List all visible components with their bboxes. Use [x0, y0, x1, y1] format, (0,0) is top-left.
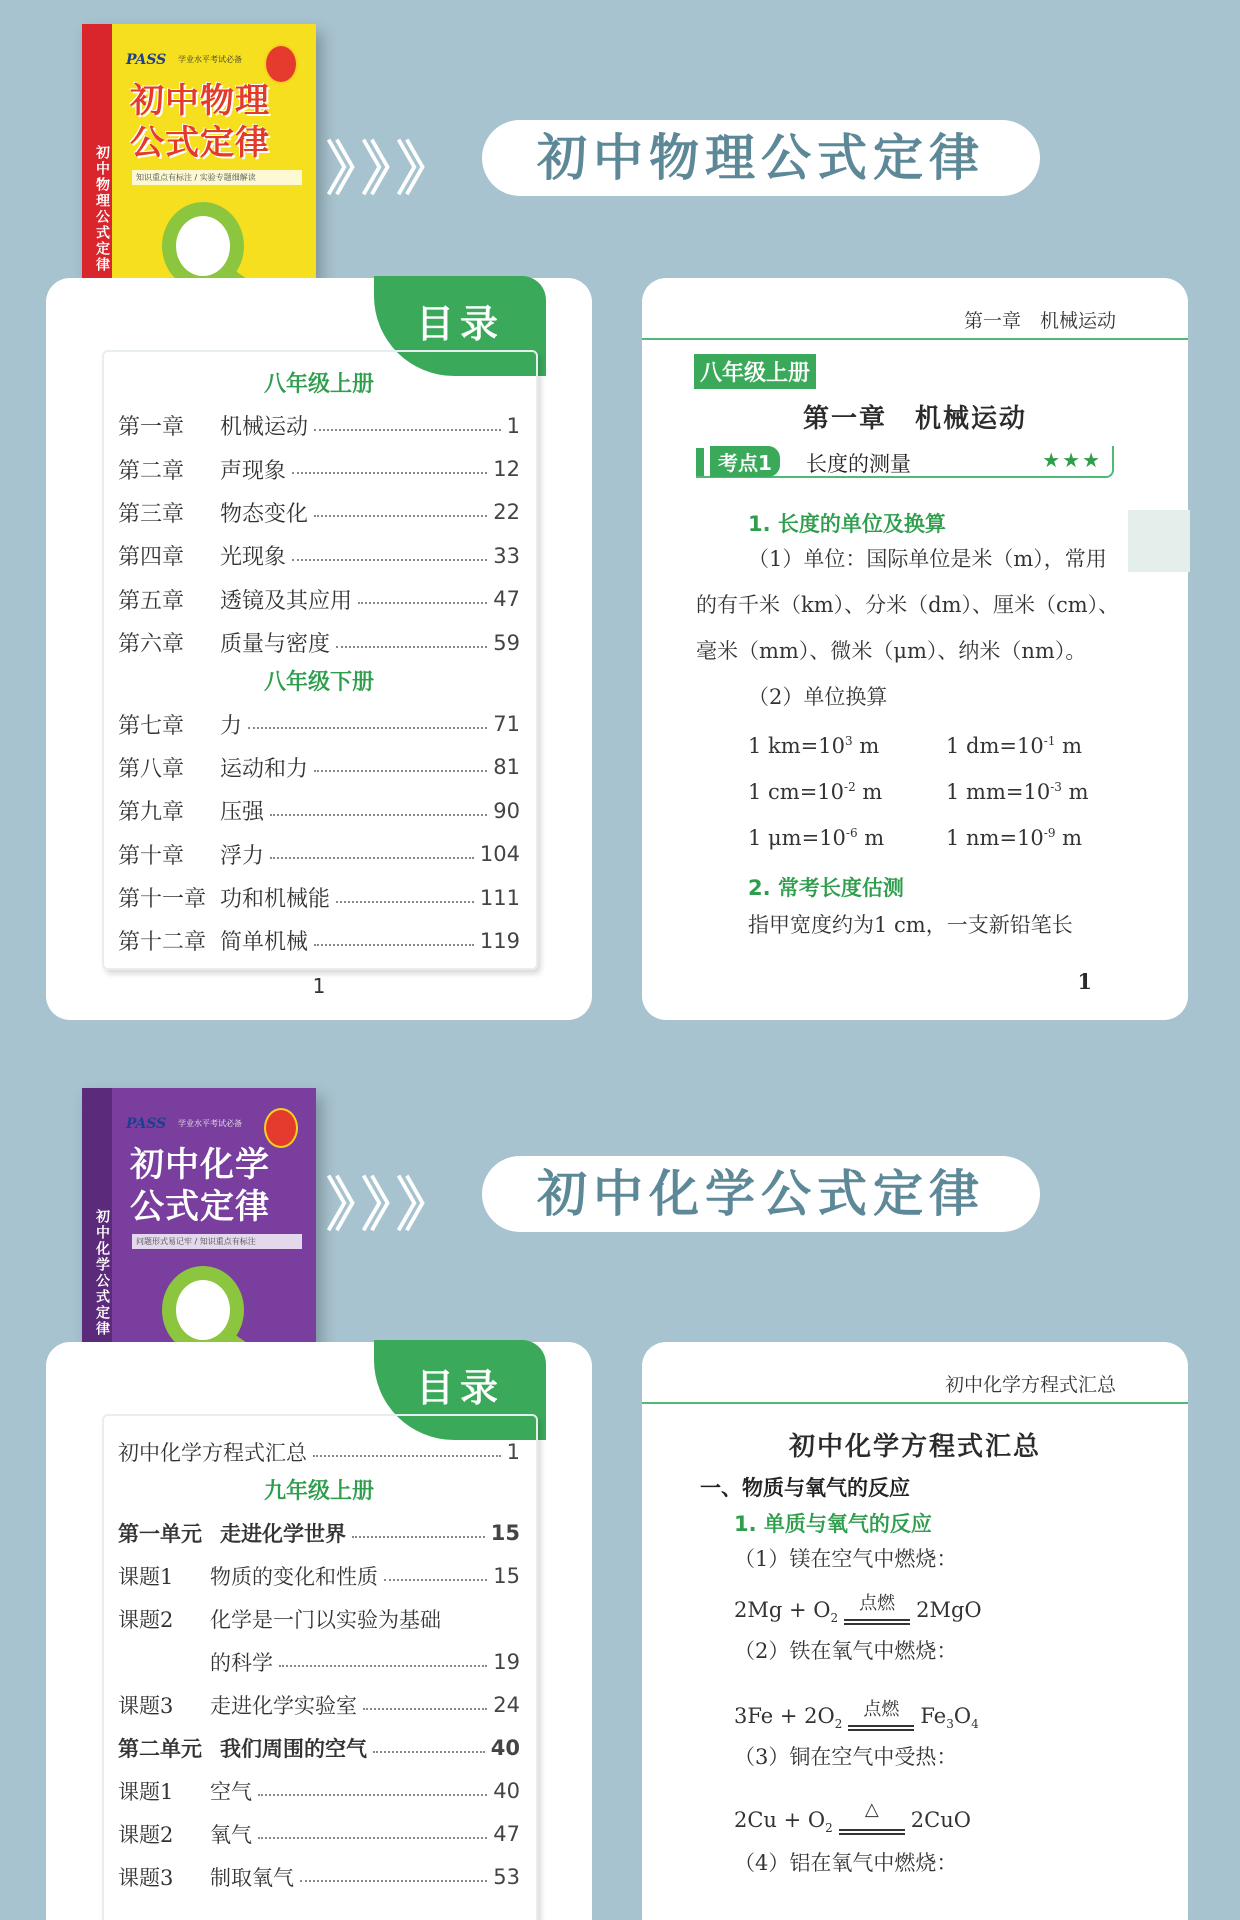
- toc-row[interactable]: [118, 702, 520, 745]
- spine-title: 初中化学公式定律: [94, 1209, 110, 1337]
- subheading: 1. 单质与氧气的反应: [734, 1512, 932, 1536]
- eq-right: O: [953, 1704, 972, 1728]
- toc-chapter: 第六章: [118, 632, 185, 658]
- eq-bar: [839, 1829, 905, 1835]
- eq-left: 2Cu + O: [734, 1808, 826, 1832]
- toc-row[interactable]: [118, 447, 520, 490]
- book-title-line2: 公式定律: [130, 1187, 270, 1227]
- toc-name: 氧气: [210, 1822, 252, 1847]
- eq-sub: 2: [834, 1717, 843, 1732]
- toc-name: 物质的变化和性质: [210, 1564, 378, 1589]
- book-title: [130, 1144, 300, 1228]
- chemistry-section: [0, 1060, 1240, 1920]
- toc-row[interactable]: [118, 1430, 520, 1473]
- toc-name: 力: [220, 713, 243, 739]
- toc-row[interactable]: [118, 1554, 520, 1597]
- kp-stripe: [696, 448, 704, 476]
- toc-page: 53: [493, 1864, 520, 1889]
- paragraph: 毫米（mm）、微米（μm）、纳米（nm）。: [696, 639, 1087, 663]
- unit-conversion: [946, 780, 1088, 804]
- toc-page: 1: [506, 413, 520, 438]
- paragraph: （1）镁在空气中燃烧：: [734, 1547, 958, 1571]
- toc-chapter: 第二单元: [118, 1735, 202, 1761]
- toc-name: 透镜及其应用: [220, 588, 353, 614]
- toc-chapter: 第四章: [118, 545, 185, 571]
- toc-leader: [258, 1837, 487, 1839]
- toc-name: 走进化学实验室: [210, 1693, 357, 1718]
- toc-name: 初中化学方程式汇总: [118, 1440, 307, 1465]
- arrows-icon: 》》》: [326, 1171, 461, 1239]
- toc-leader: [336, 901, 474, 903]
- toc-page: 33: [493, 543, 520, 568]
- toc-chapter: 课题2: [118, 1607, 174, 1632]
- toc-leader: [384, 1579, 487, 1581]
- conv-left: 1 mm=10: [946, 780, 1051, 804]
- paragraph: （3）铜在空气中受热：: [734, 1745, 958, 1769]
- running-head: 初中化学方程式汇总: [944, 1374, 1116, 1396]
- paragraph: （2）单位换算: [748, 685, 888, 709]
- toc-grade-heading: 九年级上册: [263, 1479, 374, 1504]
- badge-seal: [264, 1108, 298, 1148]
- conv-exp: -2: [844, 780, 856, 794]
- toc-page: 59: [493, 630, 520, 655]
- toc-list: [102, 1414, 538, 1920]
- kp-label: 考点1: [710, 446, 780, 477]
- toc-chapter: 第五章: [118, 588, 185, 614]
- toc-name: 质量与密度: [220, 632, 331, 658]
- toc-chapter: 第八章: [118, 756, 185, 782]
- conv-left: 1 km=10: [748, 734, 845, 758]
- conv-unit: m: [1055, 826, 1083, 850]
- toc-name: 声现象: [220, 458, 287, 484]
- section-header: 初中物理公式定律: [482, 120, 1040, 196]
- toc-page: 15: [490, 1520, 520, 1545]
- toc-row[interactable]: [118, 746, 520, 789]
- conv-left: 1 cm=10: [748, 780, 845, 804]
- grade-tag: 八年级上册: [694, 354, 816, 389]
- eq-left: 2Mg + O: [734, 1598, 831, 1622]
- toc-name: 运动和力: [220, 756, 309, 782]
- toc-leader: [300, 1880, 487, 1882]
- toc-chapter: 第十一章: [118, 887, 207, 913]
- paragraph: 指甲宽度约为1 cm，一支新铅笔长: [748, 913, 1073, 937]
- toc-chapter: 第一章: [118, 415, 185, 441]
- toc-page: 111: [479, 885, 520, 910]
- arrows-icon: 》》》: [326, 135, 461, 203]
- toc-page: 19: [493, 1649, 520, 1674]
- toc-row[interactable]: [118, 1683, 520, 1726]
- toc-leader: [292, 472, 487, 474]
- toc-row[interactable]: [118, 876, 520, 919]
- toc-tab: 目录: [374, 276, 546, 376]
- toc-name: 的科学: [210, 1650, 273, 1675]
- book-subtitle: 知识重点有标注 / 实验专题细解读: [132, 170, 302, 185]
- chapter-title: 第一章 机械运动: [802, 404, 1027, 434]
- toc-page: 1: [506, 1439, 520, 1464]
- toc-name: 功和机械能: [220, 887, 331, 913]
- toc-chapter: 课题1: [118, 1779, 174, 1804]
- eq-condition: 点燃: [859, 1593, 896, 1614]
- toc-leader: [258, 1794, 487, 1796]
- toc-page: 40: [493, 1778, 520, 1803]
- paragraph: 的有千米（km）、分米（dm）、厘米（cm）、: [696, 593, 1120, 617]
- toc-name: 空气: [210, 1779, 252, 1804]
- conv-unit: m: [1055, 734, 1083, 758]
- eq-sub: 3: [946, 1717, 954, 1732]
- running-head: 第一章 机械运动: [963, 310, 1116, 332]
- eq-left: 3Fe + 2O: [734, 1704, 835, 1728]
- conv-exp: -6: [845, 826, 858, 840]
- toc-name: 制取氧气: [210, 1865, 294, 1890]
- eq-right: Fe: [920, 1704, 947, 1728]
- toc-page: 47: [493, 587, 520, 612]
- eq-right: 2CuO: [910, 1808, 971, 1832]
- toc-name: 压强: [220, 800, 265, 826]
- toc-page: 15: [493, 1563, 520, 1588]
- brand-logo: PASS: [126, 52, 167, 68]
- sample-page-panel: [642, 278, 1188, 1020]
- toc-leader: [279, 1665, 487, 1667]
- book-title: [130, 80, 300, 164]
- toc-leader: [314, 429, 501, 431]
- toc-grade-heading: 八年级上册: [263, 372, 374, 397]
- toc-chapter: 课题1: [118, 1564, 174, 1589]
- conv-left: 1 μm=10: [748, 826, 846, 850]
- paragraph: （2）铁在氧气中燃烧：: [734, 1639, 958, 1663]
- toc-row[interactable]: [118, 1511, 520, 1554]
- page-number: 1: [312, 974, 326, 998]
- badge-seal: [264, 44, 298, 84]
- toc-page: 71: [493, 712, 520, 737]
- toc-leader: [336, 646, 487, 648]
- book-subtitle: 问题形式易记牢 / 知识重点有标注: [132, 1234, 302, 1249]
- conv-exp: -3: [1050, 780, 1062, 794]
- eq-bar: [844, 1619, 910, 1625]
- book-title-line1: 初中化学: [130, 1145, 270, 1185]
- toc-name: 物态变化: [220, 501, 309, 527]
- book-title-line1: 初中物理: [130, 81, 270, 121]
- toc-row[interactable]: [118, 578, 520, 621]
- toc-row[interactable]: [118, 789, 520, 832]
- toc-leader: [292, 559, 487, 561]
- toc-page: 47: [493, 1821, 520, 1846]
- unit-conversion: [748, 826, 884, 850]
- toc-grade-heading: 八年级下册: [263, 670, 374, 696]
- toc-row[interactable]: [118, 1597, 520, 1640]
- series-label: 学业水平考试必备: [178, 1119, 242, 1128]
- toc-leader: [270, 814, 487, 816]
- toc-name: 走进化学世界: [220, 1520, 346, 1546]
- spine-title: 初中物理公式定律: [94, 145, 110, 273]
- eq-sub: 2: [830, 1611, 839, 1626]
- toc-leader: [352, 1536, 485, 1538]
- eq-arrow: [844, 1593, 910, 1617]
- toc-leader: [314, 944, 474, 946]
- toc-leader: [373, 1751, 485, 1753]
- toc-name: 简单机械: [220, 930, 309, 956]
- toc-page: 24: [493, 1692, 520, 1717]
- unit-conversion: [748, 734, 879, 758]
- toc-chapter: 课题2: [118, 1822, 174, 1847]
- unit-conversion: [946, 734, 1082, 758]
- eq-sub: 4: [971, 1717, 979, 1732]
- toc-chapter: 第十二章: [118, 930, 207, 956]
- toc-leader: [358, 602, 487, 604]
- toc-name: 浮力: [220, 843, 265, 869]
- conv-unit: m: [852, 734, 880, 758]
- toc-page: 22: [493, 500, 520, 525]
- section-heading: 一、物质与氧气的反应: [700, 1476, 910, 1500]
- header-rule: [642, 338, 1188, 340]
- eq-condition: 点燃: [863, 1699, 900, 1720]
- chemical-equation: [734, 1799, 971, 1836]
- toc-row[interactable]: [118, 1726, 520, 1769]
- sample-page-panel: [642, 1342, 1188, 1920]
- eq-bar: [848, 1725, 914, 1731]
- brand-logo: PASS: [126, 1116, 167, 1132]
- toc-row[interactable]: [118, 1855, 520, 1898]
- toc-leader: [313, 1455, 501, 1457]
- eq-arrow: [848, 1699, 914, 1723]
- conv-unit: m: [855, 780, 883, 804]
- chemical-equation: [734, 1593, 982, 1626]
- toc-chapter: 课题3: [118, 1693, 174, 1718]
- toc-list: [102, 350, 538, 970]
- conv-exp: -1: [1043, 734, 1056, 748]
- toc-row[interactable]: [118, 1812, 520, 1855]
- section-header: 初中化学公式定律: [482, 1156, 1040, 1232]
- conv-unit: m: [857, 826, 885, 850]
- side-tab: [1128, 510, 1190, 572]
- conv-left: 1 nm=10: [946, 826, 1044, 850]
- toc-leader: [248, 727, 487, 729]
- toc-leader: [314, 770, 487, 772]
- paragraph: （1）单位：国际单位是米（m），常用: [748, 547, 1107, 571]
- toc-page: 40: [490, 1735, 520, 1760]
- eq-sub: 2: [825, 1821, 833, 1836]
- header-rule: [642, 1402, 1188, 1404]
- toc-row[interactable]: [118, 404, 520, 447]
- star-rating-icon: ★★★: [1042, 448, 1102, 472]
- toc-page: 81: [493, 755, 520, 780]
- series-label: 学业水平考试必备: [178, 55, 242, 64]
- toc-chapter: 第三章: [118, 501, 185, 527]
- chemical-equation: [734, 1699, 979, 1732]
- key-point-bar: [696, 446, 1114, 478]
- page-number: 1: [1077, 969, 1092, 994]
- toc-leader: [363, 1708, 487, 1710]
- toc-leader: [314, 515, 487, 517]
- kp-title: 长度的测量: [806, 452, 911, 476]
- toc-panel: [46, 1342, 592, 1920]
- toc-chapter: 第一单元: [118, 1520, 202, 1546]
- toc-tab: 目录: [374, 1340, 546, 1440]
- toc-chapter: 第九章: [118, 800, 185, 826]
- conv-exp: 3: [845, 734, 853, 748]
- toc-page: 104: [479, 842, 520, 867]
- toc-page: 119: [479, 928, 520, 953]
- toc-panel: [46, 278, 592, 1020]
- toc-row[interactable]: [118, 1640, 520, 1683]
- conv-left: 1 dm=10: [946, 734, 1044, 758]
- toc-chapter: 课题3: [118, 1865, 174, 1890]
- toc-page: 90: [493, 798, 520, 823]
- unit-conversion: [946, 826, 1082, 850]
- toc-row[interactable]: [118, 534, 520, 577]
- paragraph: （4）铝在氧气中燃烧：: [734, 1851, 958, 1875]
- book-title-line2: 公式定律: [130, 123, 270, 163]
- toc-chapter: 第十章: [118, 843, 185, 869]
- toc-leader: [270, 857, 474, 859]
- toc-chapter: 第二章: [118, 458, 185, 484]
- toc-row[interactable]: [118, 833, 520, 876]
- toc-chapter: 第七章: [118, 713, 185, 739]
- toc-row[interactable]: [118, 491, 520, 534]
- toc-name: 机械运动: [220, 415, 309, 441]
- toc-page: 12: [493, 457, 520, 482]
- subheading: 1. 长度的单位及换算: [748, 512, 946, 536]
- page-title: 初中化学方程式汇总: [788, 1432, 1041, 1462]
- unit-conversion: [748, 780, 882, 804]
- toc-row[interactable]: [118, 1769, 520, 1812]
- conv-unit: m: [1061, 780, 1089, 804]
- eq-condition: △: [864, 1799, 879, 1820]
- subheading: 2. 常考长度估测: [748, 876, 904, 900]
- toc-name: 化学是一门以实验为基础: [210, 1607, 441, 1632]
- toc-row[interactable]: [118, 621, 520, 664]
- toc-name: 我们周围的空气: [220, 1735, 367, 1761]
- eq-right: 2MgO: [916, 1598, 982, 1622]
- toc-name: 光现象: [220, 545, 287, 571]
- toc-row[interactable]: [118, 919, 520, 962]
- eq-arrow: [839, 1799, 905, 1827]
- conv-exp: -9: [1043, 826, 1056, 840]
